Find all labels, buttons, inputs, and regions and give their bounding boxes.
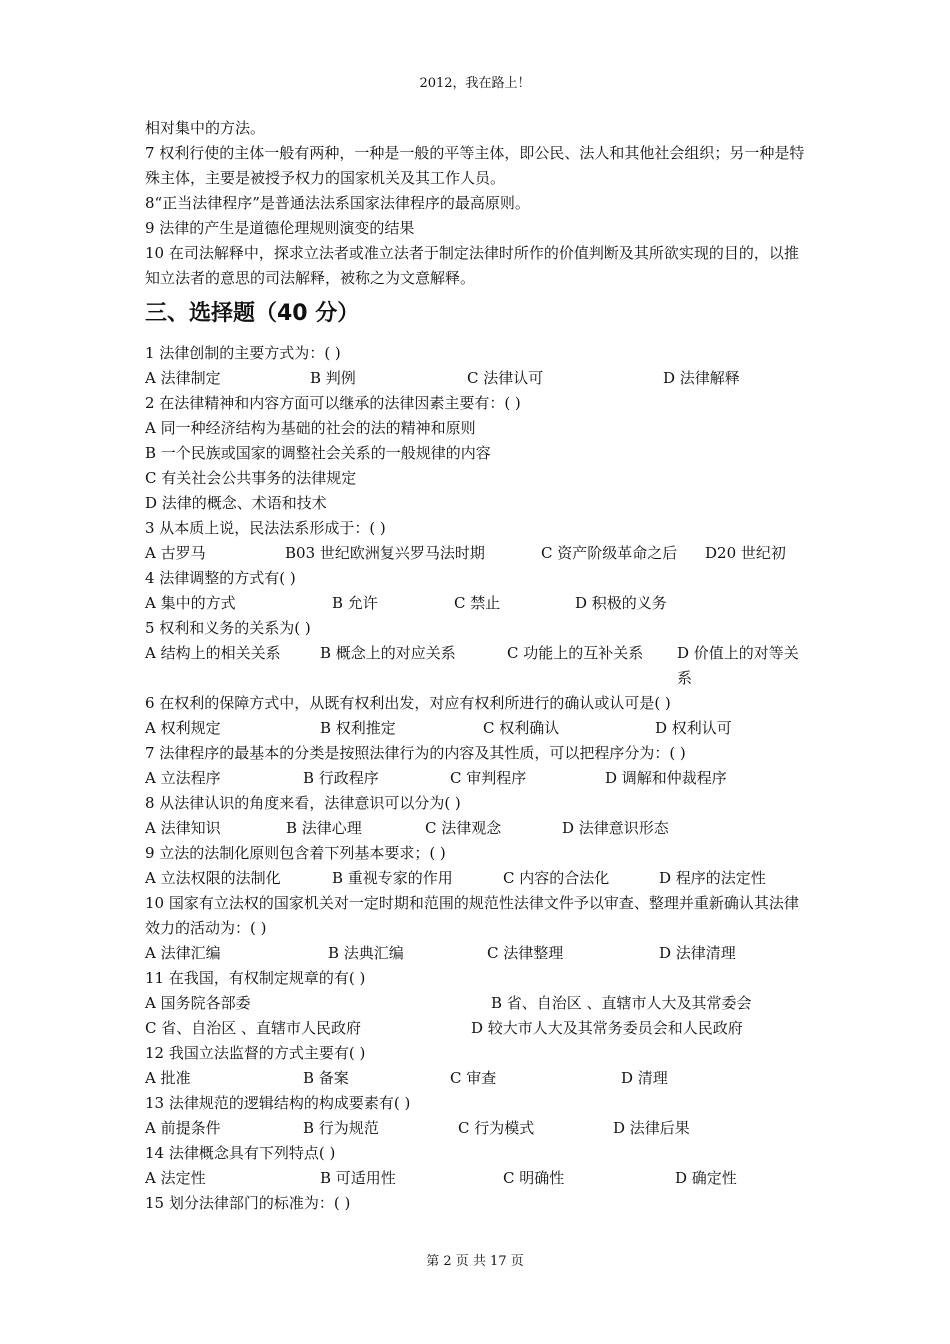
option-c: C 内容的合法化 — [503, 869, 610, 887]
intro-line: 相对集中的方法。 — [145, 119, 266, 137]
options-row — [145, 766, 813, 791]
option-a: A 前提条件 — [145, 1119, 221, 1137]
option-a: A 法律知识 — [145, 819, 221, 837]
option-b: B 允许 — [332, 594, 378, 612]
option-a: A 古罗马 — [145, 544, 206, 562]
options-row — [145, 941, 813, 966]
option-c: C 行为模式 — [458, 1119, 535, 1137]
option-d: D 权利认可 — [655, 719, 732, 737]
options-row — [145, 716, 813, 741]
option-d: D 调解和仲裁程序 — [605, 769, 727, 787]
options-row — [145, 366, 813, 391]
option-d: D 法律的概念、术语和技术 — [145, 494, 327, 512]
option-c: C 明确性 — [503, 1169, 565, 1187]
option-a: A 法律制定 — [145, 369, 221, 387]
section-title: 三、选择题（40 分） — [145, 301, 360, 326]
option-c: C 审查 — [450, 1069, 497, 1087]
option-b: B 一个民族或国家的调整社会关系的一般规律的内容 — [145, 444, 491, 462]
option-b: B 备案 — [303, 1069, 349, 1087]
options-row — [145, 541, 813, 566]
option-b: B03 世纪欧洲复兴罗马法时期 — [285, 544, 485, 562]
intro-line: 9 法律的产生是道德伦理规则演变的结果 — [145, 219, 415, 237]
option-a: A 权利规定 — [145, 719, 221, 737]
options-row — [145, 1116, 813, 1141]
options-row — [145, 816, 813, 841]
options-row — [145, 641, 813, 691]
option-b: B 可适用性 — [320, 1169, 396, 1187]
option-b: B 行为规范 — [303, 1119, 379, 1137]
option-c: C 禁止 — [454, 594, 501, 612]
options-row — [145, 1066, 813, 1091]
option-a: A 批准 — [145, 1069, 191, 1087]
option-a: A 立法程序 — [145, 769, 221, 787]
option-b: B 行政程序 — [303, 769, 379, 787]
option-c: C 权利确认 — [483, 719, 560, 737]
option-c: C 法律认可 — [467, 369, 544, 387]
question-text: 5 权利和义务的关系为( ) — [145, 619, 311, 637]
option-c: C 省、自治区 、直辖市人民政府 — [145, 1019, 362, 1037]
option-a: A 同一种经济结构为基础的社会的法的精神和原则 — [145, 419, 476, 437]
option-c: C 有关社会公共事务的法律规定 — [145, 469, 357, 487]
page-header: 2012，我在路上！ — [419, 76, 531, 91]
option-a: A 国务院各部委 — [145, 994, 251, 1012]
option-d: D20 世纪初 — [705, 544, 786, 562]
question-text: 1 法律创制的主要方式为：( ) — [145, 344, 341, 362]
options-row — [145, 591, 813, 616]
intro-line: 10 在司法解释中，探求立法者或准立法者于制定法律时所作的价值判断及其所欲实现的目的，以推知立法者的意思的司法解释，被称之为文意解释。 — [145, 244, 799, 287]
option-d: D 法律解释 — [663, 369, 740, 387]
option-b: B 重视专家的作用 — [332, 869, 453, 887]
question-text: 14 法律概念具有下列特点( ) — [145, 1144, 336, 1162]
option-c: C 功能上的互补关系 — [507, 644, 644, 662]
option-c: C 法律观念 — [425, 819, 502, 837]
intro-line: 8“正当法律程序”是普通法法系国家法律程序的最高原则。 — [145, 194, 530, 212]
option-d: D 价值上的对等关系 — [677, 644, 799, 687]
question-text: 2 在法律精神和内容方面可以继承的法律因素主要有：( ) — [145, 394, 521, 412]
question-text: 9 立法的法制化原则包含着下列基本要求；( ) — [145, 844, 446, 862]
option-b: B 法律心理 — [286, 819, 362, 837]
document-body — [145, 116, 813, 1216]
option-c: C 资产阶级革命之后 — [541, 544, 678, 562]
question-text: 6 在权利的保障方式中，从既有权利出发，对应有权利所进行的确认或认可是( ) — [145, 694, 671, 712]
question-text: 3 从本质上说，民法法系形成于：( ) — [145, 519, 386, 537]
option-d: D 确定性 — [675, 1169, 737, 1187]
question-text: 4 法律调整的方式有( ) — [145, 569, 296, 587]
option-a: A 法律汇编 — [145, 944, 221, 962]
option-d: D 法律后果 — [613, 1119, 690, 1137]
question-text: 15 划分法律部门的标准为：( ) — [145, 1194, 351, 1212]
option-a: A 立法权限的法制化 — [145, 869, 281, 887]
question-text: 12 我国立法监督的方式主要有( ) — [145, 1044, 366, 1062]
option-a: A 结构上的相关关系 — [145, 644, 281, 662]
question-text: 7 法律程序的最基本的分类是按照法律行为的内容及其性质，可以把程序分为：( ) — [145, 744, 686, 762]
option-d: D 法律清理 — [659, 944, 736, 962]
option-d: D 较大市人大及其常务委员会和人民政府 — [471, 1019, 743, 1037]
options-row — [145, 1016, 813, 1041]
question-text: 11 在我国，有权制定规章的有( ) — [145, 969, 366, 987]
option-b: B 权利推定 — [320, 719, 396, 737]
options-row — [145, 866, 813, 891]
question-text: 13 法律规范的逻辑结构的构成要素有( ) — [145, 1094, 411, 1112]
option-d: D 程序的法定性 — [659, 869, 766, 887]
page-footer: 第 2 页 共 17 页 — [426, 1254, 524, 1269]
options-row — [145, 1166, 813, 1191]
option-b: B 判例 — [310, 369, 356, 387]
option-b: B 省、自治区 、直辖市人大及其常委会 — [491, 994, 752, 1012]
option-b: B 法典汇编 — [328, 944, 404, 962]
intro-line: 7 权利行使的主体一般有两种，一种是一般的平等主体，即公民、法人和其他社会组织；另一种是特殊主体，主要是被授予权力的国家机关及其工作人员。 — [145, 144, 805, 187]
option-d: D 清理 — [621, 1069, 668, 1087]
option-d: D 积极的义务 — [575, 594, 667, 612]
option-a: A 集中的方式 — [145, 594, 236, 612]
option-a: A 法定性 — [145, 1169, 206, 1187]
option-b: B 概念上的对应关系 — [320, 644, 456, 662]
question-text: 10 国家有立法权的国家机关对一定时期和范围的规范性法律文件予以审查、整理并重新确认其法律效力的活动为：( ) — [145, 894, 799, 937]
options-row — [145, 991, 813, 1016]
question-text: 8 从法律认识的角度来看，法律意识可以分为( ) — [145, 794, 461, 812]
option-c: C 法律整理 — [487, 944, 564, 962]
option-c: C 审判程序 — [450, 769, 527, 787]
option-d: D 法律意识形态 — [562, 819, 669, 837]
